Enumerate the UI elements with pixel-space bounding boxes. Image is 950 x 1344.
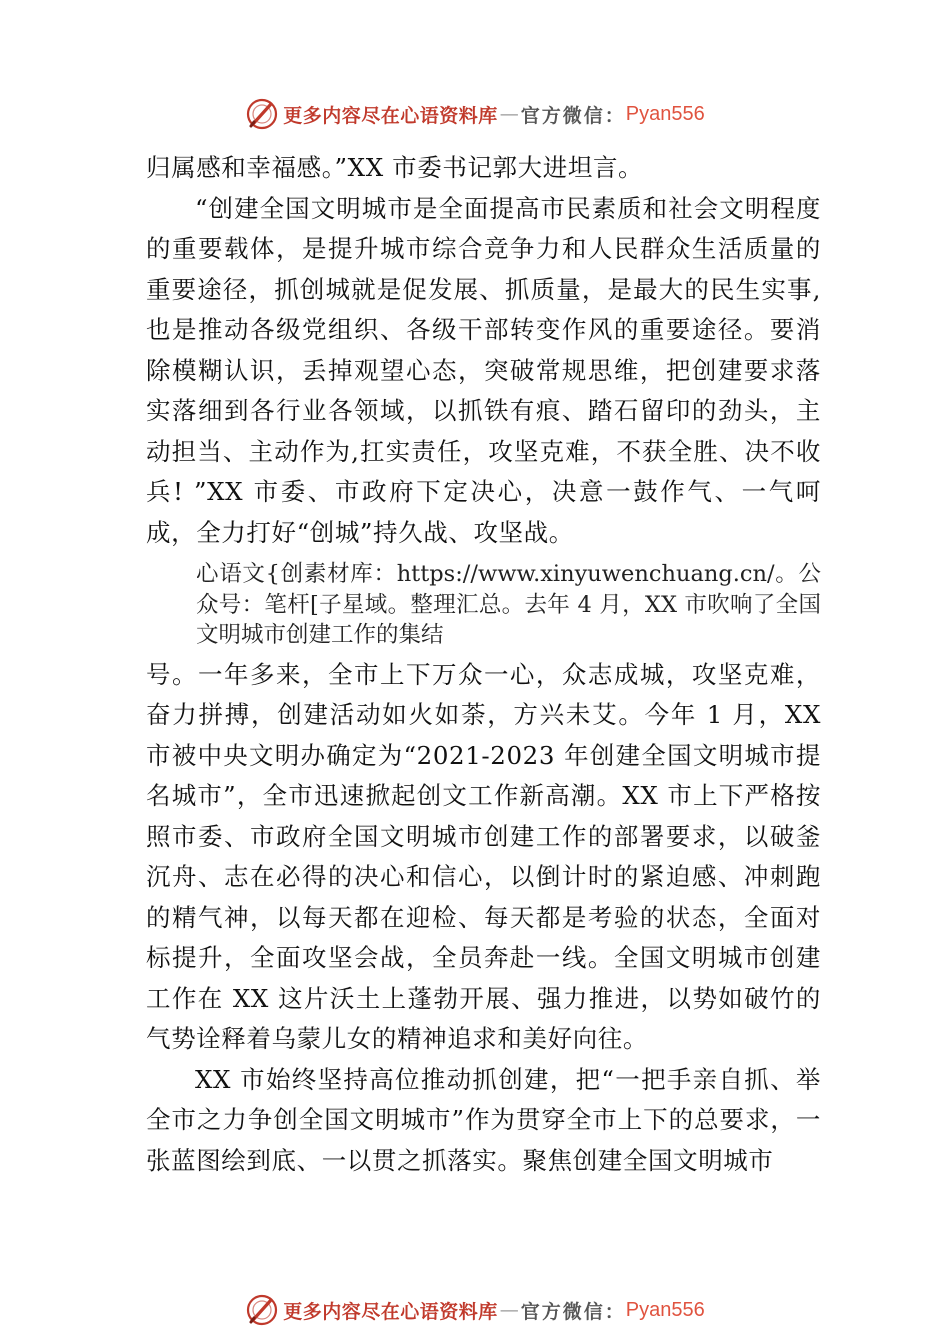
banner-dash: — bbox=[499, 103, 519, 125]
header-banner bbox=[0, 94, 950, 134]
paragraph-2: “创建全国文明城市是全面提高市民素质和社会文明程度的重要载体，是提升城市综合竞争力和人民群众生活质量的重要途径，抓创城就是促发展、抓质量，是最大的民生实事,也是推动各级党组织、各级干部转变作风的重要途径。要消除模糊认识，丢掉观望心态，突破常规思维，把创建要求落实落细到各行业各领域，以抓铁有痕、踏石留印的劲头，主动担当、主动作为,扛实责任，攻坚克难，不获全胜、决不收兵! ”XX 市委、市政府下定决心，决意一鼓作气、一气呵成，全力打好“创城”持久战、攻坚战。 bbox=[146, 193, 821, 547]
banner-wechat-label: 官方微信： bbox=[520, 104, 626, 127]
brush-logo-icon bbox=[245, 1293, 279, 1327]
document-body bbox=[146, 148, 821, 1181]
paragraph-4: XX 市始终坚持高位推动抓创建，把“一把手亲自抓、举全市之力争创全国文明城市”作为贯穿全市上下的总要求，一张蓝图绘到底、一以贯之抓落实。聚焦创建全国文明城市 bbox=[146, 1064, 821, 1175]
paragraph-3: 号。一年多来，全市上下万众一心，众志成城，攻坚克难， 奋力拼搏，创建活动如火如荼，方兴未艾。今年 1 月，XX 市被中央文明办确定为“2021-2023 年创建全国文明城市提名城市”，全市迅速掀起创文工作新高潮。XX 市上下严格按照市委、市政府全国文明城市创建工作的部署要求，以破釜沉舟、志在必得的决心和信心，以倒计时的紧迫感、冲刺跑的精气神，以每天都在迎检、每天都是考验的状态，全面对标提升，全面攻坚会战，全员奔赴一线。全国文明城市创建工作在 XX 这片沃土上蓬勃开展、强力推进，以势如破竹的气势诠释着乌蒙儿女的精神追求和美好向往。 bbox=[146, 659, 821, 1053]
banner-wechat-label: 官方微信： bbox=[520, 1300, 626, 1323]
banner-dash: — bbox=[499, 1299, 519, 1321]
banner-wechat-id: Pyan556 bbox=[625, 102, 705, 125]
banner-wechat-id: Pyan556 bbox=[625, 1298, 705, 1321]
footer-banner bbox=[0, 1290, 950, 1330]
banner-main-text: 更多内容尽在心语资料库 bbox=[283, 104, 498, 127]
banner-main-text: 更多内容尽在心语资料库 bbox=[283, 1300, 498, 1323]
brush-logo-icon bbox=[245, 97, 279, 131]
paragraph-1: 归属感和幸福感。”XX 市委书记郭大进坦言。 bbox=[146, 153, 644, 182]
watermark-note: 心语文{创素材库：https://www.xinyuwenchuang.cn/。公众号：笔杆[子星域。整理汇总。去年 4 月，XX 市吹响了全国文明城市创建工作的集结 bbox=[196, 561, 821, 648]
